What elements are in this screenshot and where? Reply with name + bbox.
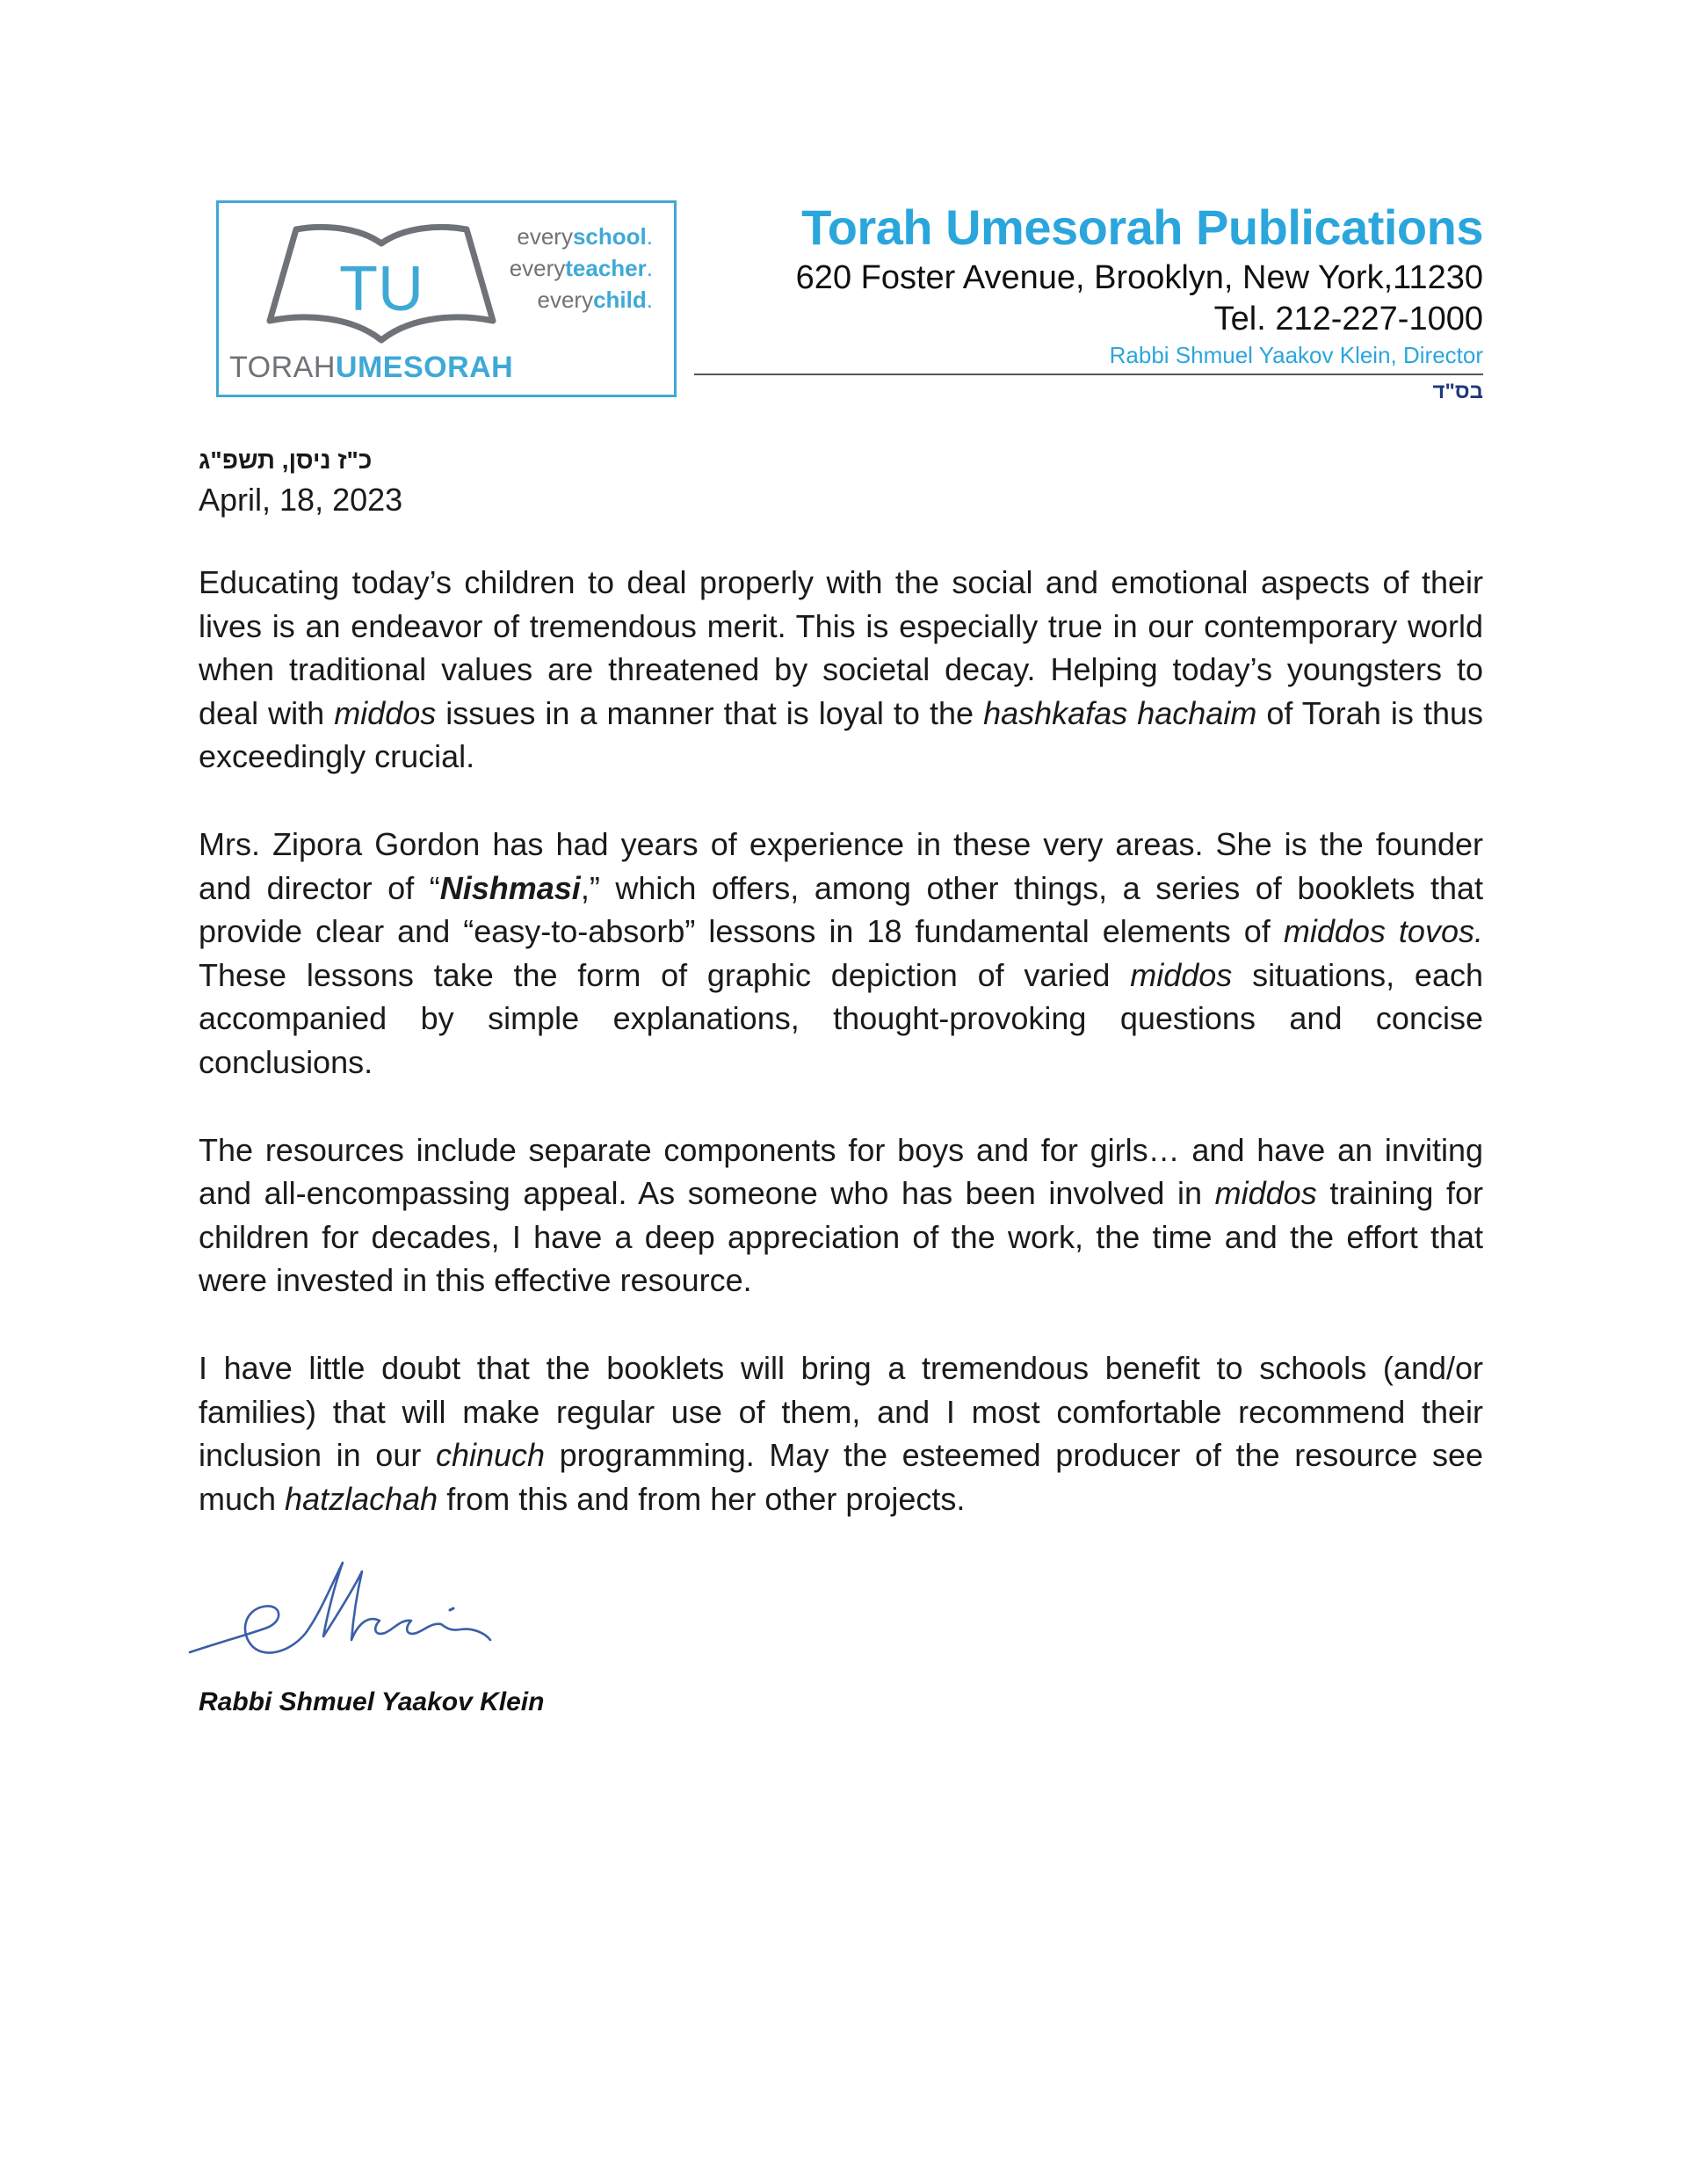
signatory-name: Rabbi Shmuel Yaakov Klein (199, 1687, 545, 1716)
paragraph-4: I have little doubt that the booklets will bring a tremendous benefit to schools (and/or families) that will make regular use of them, and I most comfortable recommend their inclusion in our chinuch programming. May the esteemed producer of the resource see much hatzlachah from this and from her other projects. (199, 1349, 1483, 1517)
tagline-line-2: everyteacher. (509, 255, 653, 281)
logo-tagline (510, 221, 653, 316)
org-phone: Tel. 212-227-1000 (1213, 301, 1483, 337)
tagline-line-3: everychild. (537, 287, 653, 313)
tagline-line-1: everyschool. (517, 223, 653, 250)
organization-logo (216, 200, 677, 397)
org-name: Torah Umesorah Publications (801, 200, 1483, 255)
open-book-icon (263, 217, 500, 349)
org-address: 620 Foster Avenue, Brooklyn, New York,11230 (795, 259, 1483, 296)
handwritten-signature (186, 1549, 503, 1672)
paragraph-1: Educating today’s children to deal properly with the social and emotional aspects of their lives is an endeavor of tremendous merit. This is especially true in our contemporary world when traditional values are threatened by societal decay. Helping today’s youngsters to deal with middos issues in a manner that is loyal to the hashkafas hachaim of Torah is thus exceedingly crucial. (199, 564, 1483, 775)
logo-monogram: TU (339, 254, 424, 324)
org-director: Rabbi Shmuel Yaakov Klein, Director (1109, 342, 1483, 368)
paragraph-2: Mrs. Zipora Gordon has had years of experience in these very areas. She is the founder and director of “Nishmasi,” which offers, among other things, a series of booklets that provide clear and “easy-to-absorb” lessons in 18 fundamental elements of middos tovos. These lessons take the form of graphic depiction of varied middos situations, each accompanied by simple explanations, thought-provoking questions and concise conclusions. (199, 825, 1483, 1080)
logo-wordmark: TORAHUMESORAH (229, 351, 514, 384)
paragraph-3: The resources include separate components for boys and for girls… and have an inviting and all-encompassing appeal. As someone who has been involved in middos training for children for decades, I have a deep appreciation of the work, the time and the effort that were invested in this effective resource. (199, 1131, 1483, 1299)
letter-body (199, 561, 1483, 1520)
letterhead-divider (694, 374, 1483, 375)
hebrew-date: כ"ז ניסן, תשפ"ג (199, 446, 373, 474)
bsd-heading: בס"ד (1432, 380, 1483, 403)
english-date: April, 18, 2023 (199, 482, 403, 518)
